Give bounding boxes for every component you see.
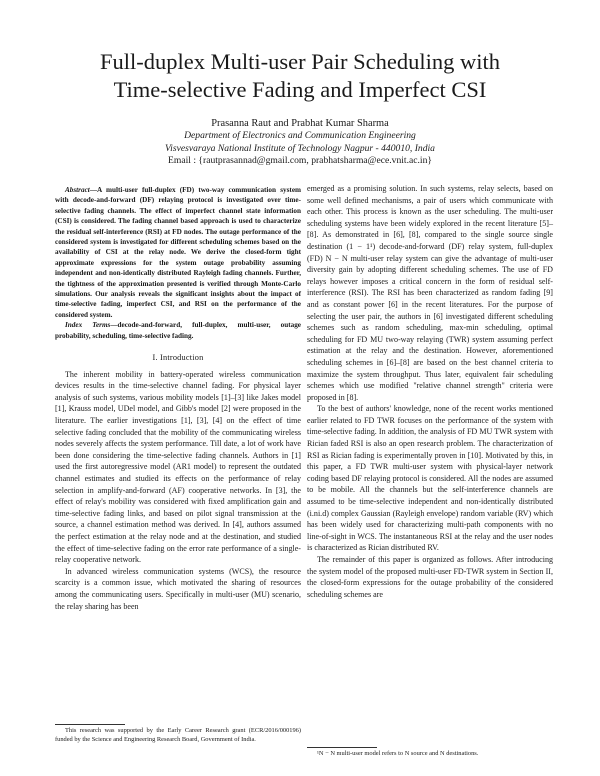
author-names: Prasanna Raut and Prabhat Kumar Sharma: [211, 118, 389, 129]
intro-paragraph-2: In advanced wireless communication systems (WCS), the resource scarcity is a common issue, which motivated the sharing of resources among the communicating users. Specifically in multi-user (MU) scenario, the relay sharing has been: [55, 566, 301, 611]
right-column: [307, 183, 553, 600]
intro-paragraph-1: The inherent mobility in battery-operated wireless communication devices results in the time-selective channel fading. For physical layer analysis of such systems, various mobility models [1]–[3] like Jakes model [1], Krauss model, UDel model, and Gibb's model [2] were proposed in the literature. The earlier investigations [1], [3], [4] on the effect of time selective fading concluded that the mobility of the communicating wireless nodes severely affects the system performance. Till date, a lot of work have been done considering the time-selective fading channels. Authors in [1] used the first autoregressive model (AR1 model) to represent the outdated channel estimates and studied its effects on the performance of relay selection in amplify-and-forward (AF) cooperative networks. In [3], the effect of relay's mobility was considered with fixed amplification gain and time-selective fading links, and based on pilot signal transmission at the source, a channel estimation method was derived. In [4], authors assumed the perfect estimation at the relay node and at the destination, and studied the effect of time-selective fading on the error rate performance of a single-relay cooperative network.: [55, 369, 301, 565]
model-footnote: ¹N − N multi-user model refers to N source and N destinations.: [317, 750, 479, 757]
right-footnote-area: [307, 747, 553, 759]
author-institute: Visvesvaraya National Institute of Technology Nagpur - 440010, India: [165, 142, 435, 154]
abstract-label: Abstract: [65, 186, 90, 194]
author-email: Email : {rautprasannad@gmail.com, prabhatsharma@ece.vnit.ac.in}: [168, 155, 432, 167]
intro-paragraph-4: To the best of authors' knowledge, none of the recent works mentioned earlier related to FD TWR focuses on the performance of the system with time-selective fading. In addition, the analysis of FD MU TWR system with Rician faded RSI is also an open research problem. The characterization of RSI as Rician fading is experimentally proven in [10]. Motivated by this, in this paper, a FD TWR multi-user system with physical-layer network coding based DF relaying protocol is considered. All the nodes are assumed to be mobile. All the channels but the self-interference channels are assumed to be time-selective independent and non-identically distributed (i.ni.d) complex Gaussian (Rayleigh envelope) random variable (RV) which has been widely used for characterizing multi-path components with no line-of-sight in WCS. The instantaneous RSI at the relay and the user nodes is characterized as Rician distributed RV.: [307, 404, 553, 553]
intro-paragraph-3: emerged as a promising solution. In such systems, relay selects, based on some well defined mechanisms, a pair of users which communicate with each other. This process is known as the user scheduling. The multi-user scheduling systems have been widely explored in the recent literature [5]–[8]. As demonstrated in [6], [8], compared to the single source single destination (1 − 1¹) decode-and-forward (DF) relay system, full-duplex (FD) N − N multi-user relay system can give the advantage of multi-user diversity gain by adopting different scheduling schemes. The use of FD relays however imposes a critical concern in the form of residual self-interference (RSI). The RSI has been characterized as random fading [9] and as constant power [6] in the recent literatures. For the purpose of selecting the user pair, the authors in [6] investigated different scheduling schemes such as random scheduling, max-min scheduling, optimal scheduling for FD MU two-way relaying (TWR) system assuming perfect estimation at the relay and the destination. However, aforementioned scheduling schemes in [6]–[8] are based on the best channel criteria to maximize the system throughput. Thus later, equivalent fair scheduling schemes which use modified "relative channel strength" criteria were proposed in [8].: [307, 184, 553, 402]
title-line-2: Time-selective Fading and Imperfect CSI: [113, 77, 487, 102]
index-terms-label: Index Terms: [65, 321, 111, 330]
left-footnote-area: [55, 724, 301, 745]
abstract: [55, 185, 301, 320]
index-terms: [55, 320, 301, 341]
section-heading-introduction: I. Introduction: [152, 353, 204, 363]
footnote-divider: [307, 747, 377, 748]
footnote-divider: [55, 724, 125, 725]
title-line-1: Full-duplex Multi-user Pair Scheduling with: [100, 49, 500, 74]
left-column: [55, 185, 301, 612]
intro-paragraph-5: The remainder of this paper is organized as follows. After introducing the system model of the proposed multi-user FD-TWR system in Section II, the closed-form expressions for the outage probability of the considered scheduling schemes are: [307, 555, 553, 599]
funding-footnote: This research was supported by the Early Career Research grant (ECR/2016/000196) funded by the Science and Engineering Research Board, Government of India.: [55, 727, 301, 743]
paper-title: [40, 48, 560, 104]
author-department: Department of Electronics and Communication Engineering: [184, 130, 416, 142]
abstract-text: —A multi-user full-duplex (FD) two-way communication system with decode-and-forward (DF) relaying protocol is investigated over time-selective fading channels. The effect of imperfect channel state information (CSI) is considered. The fading channel based approach is used to characterize the residual self-interference (RSI) at FD nodes. The outage performance of the considered system is investigated for different scheduling schemes based on the availability of CSI at the relay node. We derive the closed-form tight approximate expressions for the system outage probability assuming independent and non-identically distributed Rayleigh fading channels. Further, the tightness of the approximation presented is verified through Monte-Carlo simulations. Our analysis reveals the significant insights about the impact of time-selective fading, imperfect CSI, and RSI on the performance of the considered system.: [55, 186, 301, 319]
index-terms-text: —decode-and-forward, full-duplex, multi-user, outage probability, scheduling, time-selective fading.: [55, 321, 301, 340]
author-block: [40, 118, 560, 168]
